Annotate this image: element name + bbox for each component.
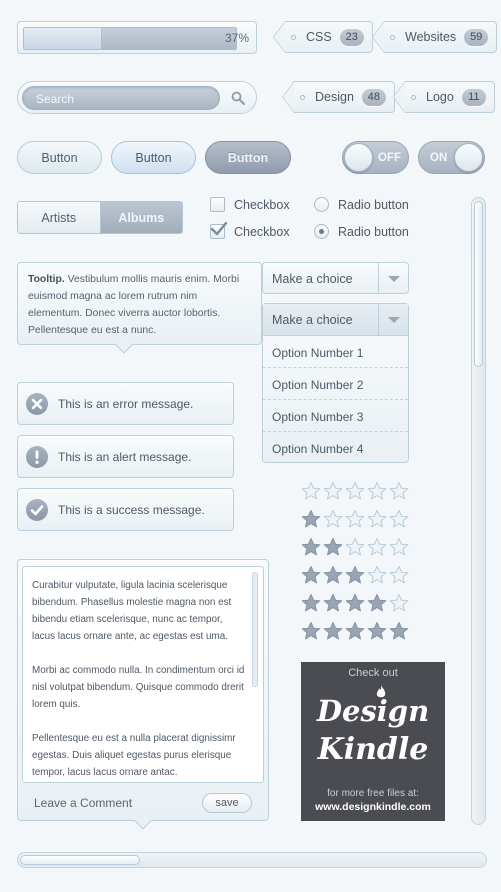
comment-paragraph: Morbi ac commodo nulla. In condimentum orci id nisl volutpat bibendum. Quisque commodo drerit lorem quis. [32,665,245,710]
comment-textarea[interactable] [22,566,264,783]
star-empty-icon[interactable] [389,481,409,501]
dropdown-header[interactable] [263,304,408,336]
progress-label: 37% [224,31,249,45]
star-filled-icon[interactable] [323,593,343,613]
toggle-on-label: ON [430,152,448,164]
radio-selected[interactable] [314,224,329,239]
toggle-knob[interactable] [454,143,483,172]
search-input[interactable]: Search [22,86,220,110]
segment-artists[interactable]: Artists [18,202,101,233]
tag-hole-icon [291,35,296,40]
tag-label: CSS [306,30,332,44]
select-open [262,303,409,463]
comment-box [17,559,269,821]
dropdown-value: Make a choice [272,313,353,327]
comment-paragraph: Curabitur vulputate, ligula lacinia scelerisque bibendum. Phasellus molestie magna non est bibendu etiam scelerisque, nunc ac tempor, lacus lacus ornare ante, ac egestas est uma. [32,580,232,642]
star-empty-icon[interactable] [389,565,409,585]
toggle-off[interactable] [342,141,409,174]
star-filled-icon[interactable] [367,593,387,613]
star-empty-icon[interactable] [389,537,409,557]
error-icon [26,393,48,415]
success-message [17,488,234,531]
radio-label: Radio button [338,198,409,212]
star-filled-icon[interactable] [323,537,343,557]
alert-message-text: This is an alert message. [58,449,192,464]
star-empty-icon[interactable] [367,481,387,501]
button-hover[interactable]: Button [111,141,196,174]
success-icon [26,499,48,521]
alert-message [17,435,234,478]
star-empty-icon[interactable] [389,509,409,529]
checkbox-checked[interactable] [210,224,225,239]
segmented-control [17,201,183,234]
design-kindle-ad[interactable] [301,662,445,821]
error-message-text: This is an error message. [58,396,194,411]
tag-hole-icon [390,35,395,40]
tag-hole-icon [300,95,305,100]
progress-track [23,27,237,50]
chevron-down-icon [388,317,400,323]
star-empty-icon[interactable] [389,593,409,613]
tag-design[interactable] [282,81,395,113]
success-message-text: This is a success message. [58,502,205,517]
tag-logo[interactable] [393,81,495,113]
tag-count-badge: 11 [462,89,486,106]
segment-albums[interactable]: Albums [101,202,183,233]
tag-hole-icon [411,95,416,100]
star-empty-icon[interactable] [301,481,321,501]
tooltip [17,262,262,345]
tooltip-title: Tooltip. [28,274,65,285]
tag-label: Websites [405,30,457,44]
horizontal-scrollbar[interactable] [17,852,487,868]
star-filled-icon[interactable] [301,509,321,529]
ad-footer-line1: for more free files at: [327,788,419,799]
star-empty-icon[interactable] [345,537,365,557]
toggle-knob[interactable] [344,143,373,172]
chevron-down-icon [388,276,400,282]
ad-brand-line1: Design [316,694,430,728]
star-filled-icon[interactable] [345,593,365,613]
dropdown-option[interactable]: Option Number 4 [272,442,364,456]
ad-brand-line2: Kindle [317,732,429,767]
radio-label: Radio button [338,225,409,239]
star-filled-icon[interactable] [323,621,343,641]
star-empty-icon[interactable] [367,537,387,557]
horizontal-scroll-thumb[interactable] [20,855,140,865]
tag-count-badge: 23 [340,29,364,46]
checkbox-unchecked[interactable] [210,197,225,212]
button-pressed[interactable]: Button [205,141,291,174]
checkbox-label: Checkbox [234,198,290,212]
error-message [17,382,234,425]
star-filled-icon[interactable] [389,621,409,641]
star-filled-icon[interactable] [345,565,365,585]
star-empty-icon[interactable] [367,509,387,529]
tag-count-badge: 48 [362,89,386,106]
star-filled-icon[interactable] [301,537,321,557]
radio-unselected[interactable] [314,197,329,212]
comment-scrollbar[interactable] [252,572,258,687]
leave-comment-label: Leave a Comment [34,796,133,810]
dropdown-arrow[interactable] [378,304,408,335]
star-empty-icon[interactable] [323,481,343,501]
star-filled-icon[interactable] [301,593,321,613]
checkmark-icon [210,221,228,237]
save-button[interactable]: save [202,793,252,813]
comment-paragraph: Pellentesque eu est a nulla placerat dignissimr egestas. Duis aliquet egestas purus elerisque tempor, lacus lacus ornare antac. [32,733,236,778]
tooltip-text: Vestibulum mollis mauris enim. Morbi euismod magna ac lorem rutrum nim elementum. Donec viverra auctor lobortis. Pellentesque eu est a nunc. [28,274,240,336]
tag-count-badge: 59 [464,29,488,46]
tag-label: Design [315,90,354,104]
star-filled-icon[interactable] [301,621,321,641]
tag-css[interactable] [273,21,373,53]
star-empty-icon[interactable] [367,565,387,585]
select-closed[interactable] [262,262,409,294]
ad-check-out: Check out [348,667,398,679]
toggle-on[interactable] [418,141,485,174]
vertical-scroll-thumb[interactable] [474,201,483,367]
select-value: Make a choice [272,272,353,286]
star-filled-icon[interactable] [301,565,321,585]
star-empty-icon[interactable] [323,509,343,529]
select-arrow[interactable] [378,263,408,293]
tag-label: Logo [426,90,454,104]
star-empty-icon[interactable] [345,509,365,529]
progress-fill [24,28,102,49]
vertical-scrollbar[interactable] [471,197,486,825]
toggle-off-label: OFF [378,152,401,164]
ad-footer-url[interactable]: www.designkindle.com [315,801,431,813]
search-icon[interactable] [231,91,245,105]
star-filled-icon[interactable] [345,621,365,641]
star-filled-icon[interactable] [367,621,387,641]
progress-bar [17,21,257,54]
dropdown-option[interactable]: Option Number 2 [263,368,408,400]
button-default[interactable]: Button [17,141,102,174]
dropdown-option[interactable]: Option Number 1 [263,336,408,368]
dropdown-option[interactable]: Option Number 3 [263,400,408,432]
search-box [17,81,257,114]
radio-dot [319,229,324,234]
tag-websites[interactable] [372,21,497,53]
star-filled-icon[interactable] [323,565,343,585]
checkbox-label: Checkbox [234,225,290,239]
alert-icon [26,446,48,468]
star-empty-icon[interactable] [345,481,365,501]
